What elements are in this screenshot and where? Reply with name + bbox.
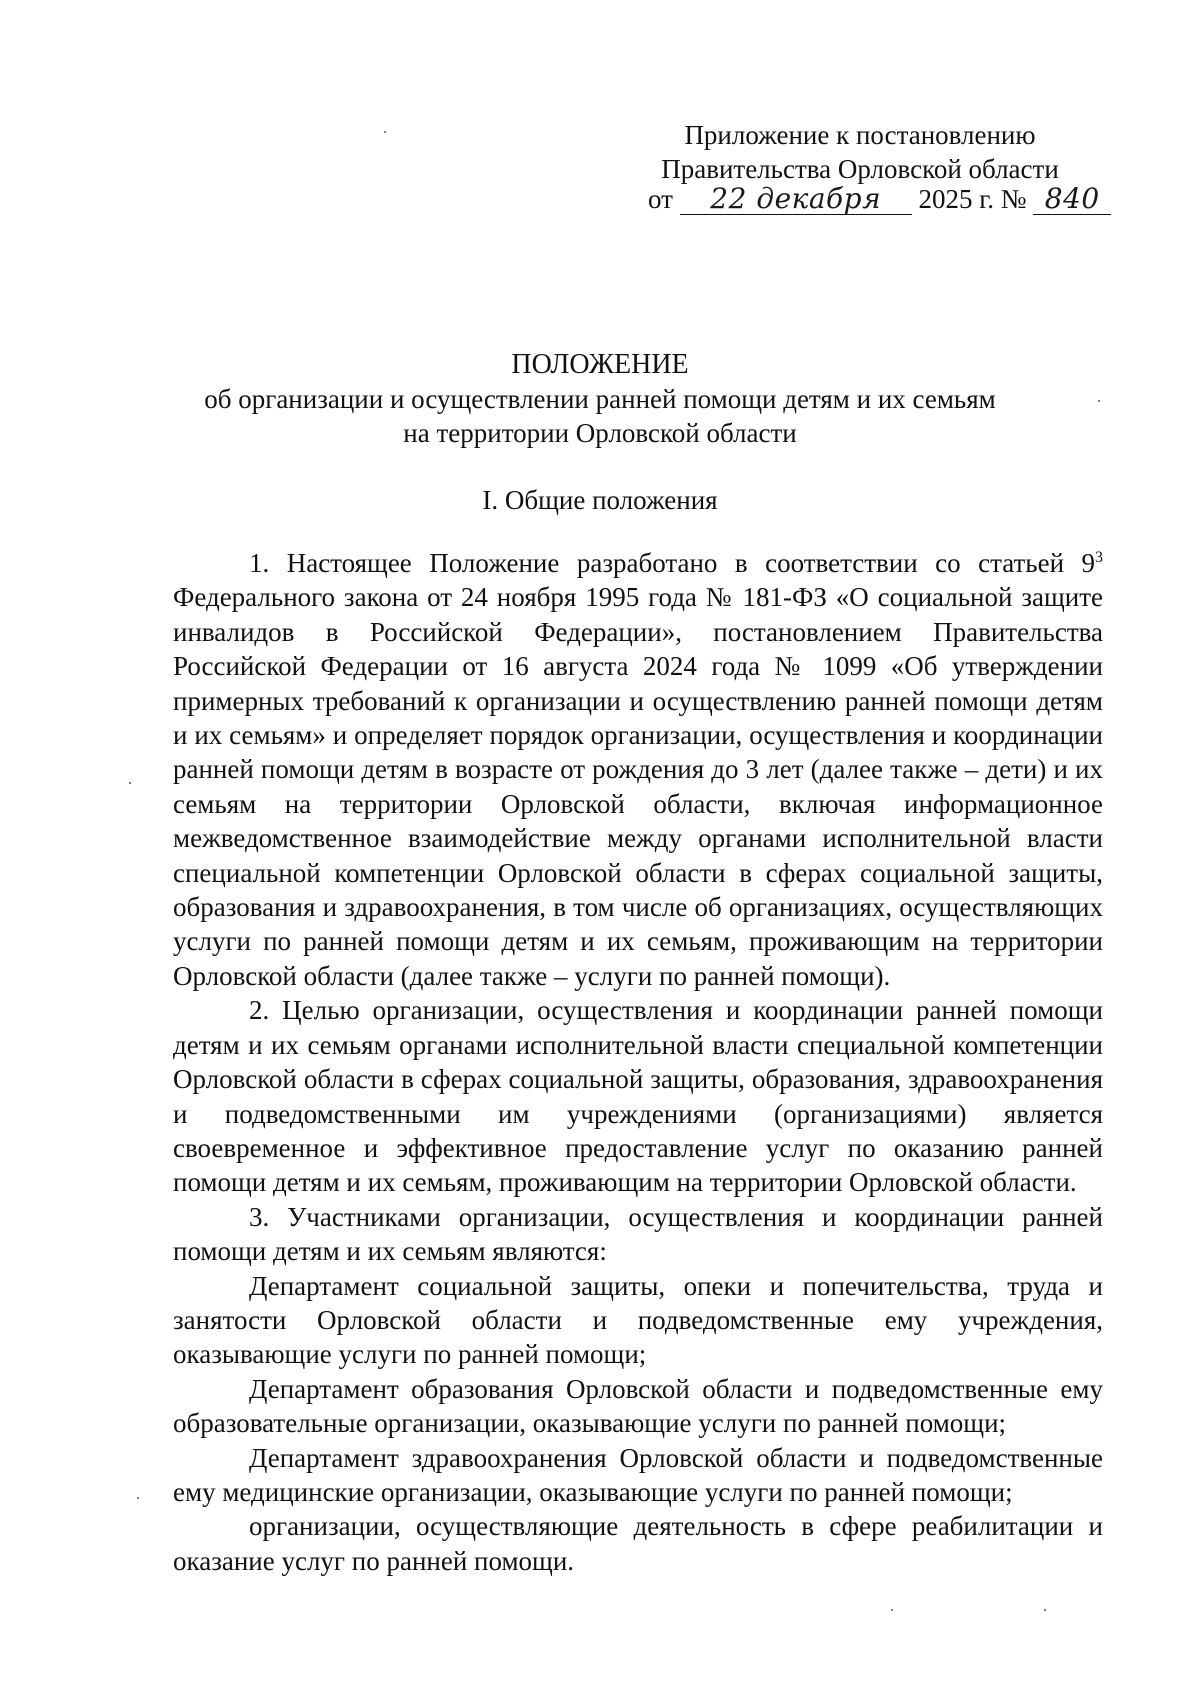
document-body [173,546,1103,1578]
scan-speck [129,782,131,784]
scan-speck [1044,1609,1046,1611]
paragraph-3: 3. Участниками организации, осуществления и координации ранней помощи детям и их семьям являются: [173,1201,1103,1267]
paragraph-participant-social: Департамент социальной защиты, опеки и попечительства, труда и занятости Орловской области и подведомственные ему учреждения, оказывающие услуги по ранней помощи; [173,1270,1103,1370]
paragraph-participant-organizations: организации, осуществляющие деятельность в сфере реабилитации и оказание услуг по ранней помощи. [173,1511,1103,1576]
attachment-line-1: Приложение к постановлению [684,120,1036,150]
date-prefix: от [648,184,673,214]
scan-speck [1098,400,1100,402]
title-subtitle-line-1: об организации и осуществлении ранней помощи детям и их семьям [204,384,996,414]
year-and-number-label: 2025 г. № [918,184,1027,214]
paragraph-participant-education: Департамент образования Орловской области и подведомственные ему образовательные организации, оказывающие услуги по ранней помощи; [173,1373,1103,1439]
title-subtitle-line-2: на территории Орловской области [403,418,797,448]
handwritten-number: 840 [1033,184,1111,215]
handwritten-date: 22 декабря [680,184,912,215]
article-superscript: 3 [1095,549,1103,566]
section-heading: I. Общие положения [482,485,718,515]
resolution-date-line [648,182,1108,216]
scan-speck [137,1497,139,1499]
paragraph-participant-health: Департамент здравоохранения Орловской области и подведомственные ему медицинские организации, оказывающие услуги по ранней помощи; [173,1442,1103,1507]
attachment-header [620,118,1100,186]
document-title [150,348,1050,450]
scan-speck [384,131,386,133]
title-heading: ПОЛОЖЕНИЕ [511,349,689,380]
paragraph-1-rest: Федерального закона от 24 ноября 1995 года № 181-ФЗ «О социальной защите инвалидов в Российской Федерации», постановлением Правительства Российской Федерации от 16 августа 2024 года № 1099 «Об утверждении примерных требований к организации и осуществлению ранней помощи детям и их семьям» и определяет порядок организации, осуществления и координации ранней помощи детям в возрасте от рождения до 3 лет (далее также – дети) и их семьям на территории Орловской области, включая информационное межведомственное взаимодействие между органами исполнительной власти специальной компетенции Орловской области в сферах социальной защиты, образования и здравоохранения, в том числе об организациях, осуществляющих услуги по ранней помощи детям и их семьям, проживающим на территории Орловской области (далее также – услуги по ранней помощи). [173,582,1103,991]
paragraph-1 [173,546,1103,993]
attachment-line-2: Правительства Орловской области [661,154,1059,184]
paragraph-2: 2. Целью организации, осуществления и координации ранней помощи детям и их семьям органами исполнительной власти специальной компетенции Орловской области в сферах социальной защиты, образования, здравоохранения и подведомственными им учреждениями (организациями) является своевременное и эффективное предоставление услуг по оказанию ранней помощи детям и их семьям, проживающим на территории Орловской области. [173,995,1103,1198]
paragraph-1-start: 1. Настоящее Положение разработано в соответствии со статьей 9 [249,548,1095,578]
scan-speck [891,1609,893,1611]
